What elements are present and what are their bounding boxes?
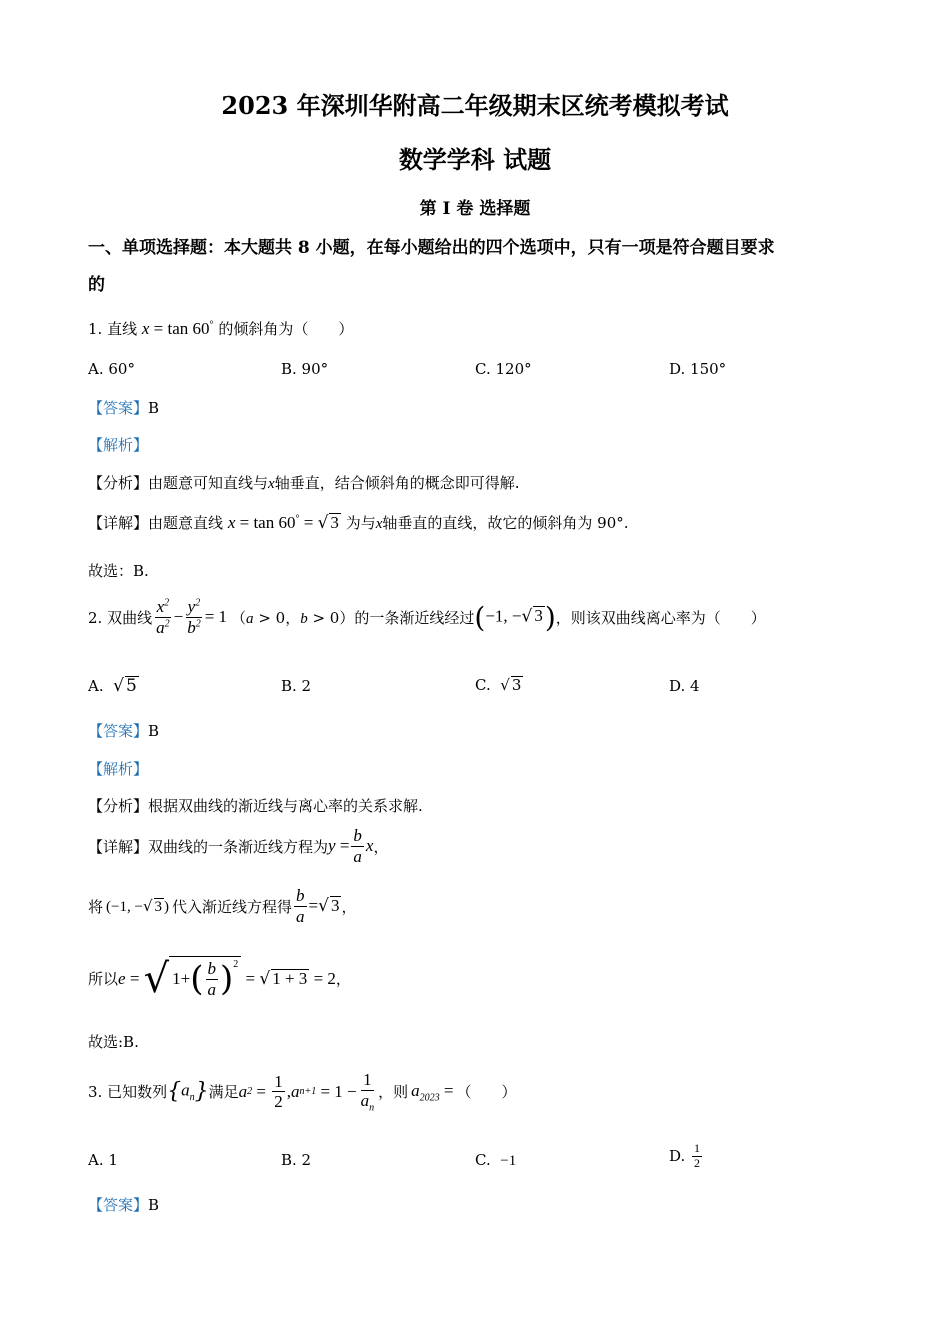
fenxi-tag: 【分析】 (88, 474, 149, 492)
q1-analysis-b: 轴垂直，结合倾斜角的概念即可得解. (274, 474, 520, 492)
q3-stem-end: （ ） (456, 1083, 517, 1102)
answer-tag: 【答案】 (88, 1196, 149, 1214)
xiangjie-tag: 【详解】 (88, 837, 149, 856)
q2-option-c: C. √ 3 (475, 676, 522, 694)
q2-detail (88, 826, 388, 866)
q2-detail-a: 双曲线的一条渐近线方程为 (148, 837, 329, 856)
q3-option-d: D. $\frac{1}{2}$ (669, 1141, 701, 1170)
q3-option-c: C. −1 (475, 1151, 517, 1169)
q2-jiexi-tag: 【解析】 (88, 760, 149, 778)
q3-stem-mid: 满足 (208, 1083, 239, 1102)
q2-substitute-comma: ， (341, 897, 357, 916)
q1-option-d: D. 150° (669, 360, 727, 378)
q1-detail (88, 512, 629, 533)
q1-jiexi-tag: 【解析】 (88, 436, 149, 454)
q3-option-b: B. 2 (281, 1151, 312, 1169)
question-2 (88, 597, 766, 637)
exam-title: 2023 年深圳华附高二年级期末区统考模拟考试 (221, 91, 729, 120)
q3-answer (88, 1194, 159, 1215)
q2-option-d: D. 4 (669, 677, 700, 695)
q3-stem-after: ，则 (378, 1083, 409, 1102)
q3-stem-start: 3. 已知数列 (88, 1083, 168, 1102)
q3-option-a: A. 1 (88, 1151, 118, 1169)
q2-detail-equation: y = $\frac{b}{a}$ x (328, 826, 374, 866)
fenxi-tag: 【分析】 (88, 797, 149, 815)
q2-answer-value: B (148, 722, 160, 740)
q1-analysis (88, 472, 519, 493)
q2-option-b: B. 2 (281, 677, 312, 695)
q2-stem-mid: 的一条渐近线经过 (354, 608, 475, 627)
exam-subject: 数学学科 试题 (398, 145, 552, 174)
volume-heading: 第 I 卷 选择题 (419, 199, 531, 219)
q2-stem-start: 2. 双曲线 (88, 608, 153, 627)
q2-eccentricity-comma: ， (335, 970, 351, 989)
q1-detail-equation: x = tan 60° = √ 3 (227, 513, 339, 533)
question-1 (88, 318, 353, 339)
q1-detail-a: 由题意直线 (148, 514, 224, 532)
q2-substitute-point: (−1, −√ 3 ) (106, 896, 169, 915)
q1-option-c: C. 120° (475, 360, 532, 378)
q2-conclusion: 故选:B. (88, 1033, 139, 1051)
q2-analysis-text: 根据双曲线的渐近线与离心率的关系求解. (148, 797, 423, 815)
q1-detail-c: 轴垂直的直线，故它的倾斜角为 90°. (382, 514, 629, 532)
section-heading-line1: 一、单项选择题：本大题共 8 小题，在每小题给出的四个选项中，只有一项是符合题目要求 (88, 238, 775, 258)
q1-conclusion: 故选：B. (88, 562, 149, 580)
q1-stem-end: 的倾斜角为（ ） (218, 320, 354, 338)
q1-stem-start: 1. 直线 (88, 320, 138, 338)
answer-tag: 【答案】 (88, 399, 149, 417)
q2-analysis (88, 795, 423, 816)
q2-condition: （a > 0，b > 0） (231, 608, 355, 627)
q3-sequence: $\{a_n\}$ (167, 1079, 209, 1105)
q1-analysis-a: 由题意可知直线与 (148, 474, 269, 492)
q1-option-b: B. 90° (281, 360, 329, 378)
q1-answer-value: B (148, 399, 160, 417)
q1-answer (88, 397, 159, 418)
q2-substitute (88, 886, 356, 926)
q1-option-a: A. 60° (88, 360, 135, 378)
q2-eccentricity-a: 所以 (88, 970, 119, 989)
question-3 (88, 1070, 517, 1113)
q3-equation: a 2 = $\frac{1}{2}$ , a n+1 = 1 − $\frac{1}{a_n}$ (238, 1070, 375, 1113)
q2-substitute-b: 代入渐近线方程得 (172, 897, 293, 916)
section-heading-line2: 的 (88, 275, 105, 295)
q2-point: (−1, −√ 3) (474, 600, 556, 634)
q2-stem-end: ，则该双曲线离心率为（ ） (555, 608, 766, 627)
q1-detail-var: x (375, 516, 383, 532)
q1-detail-b: 为与 (345, 514, 376, 532)
q2-ratio-equation: $\frac{b}{a}$ = √ 3 (296, 886, 340, 926)
answer-tag: 【答案】 (88, 722, 149, 740)
q3-target: $a_{2023}$ = (411, 1080, 454, 1103)
xiangjie-tag: 【详解】 (88, 514, 149, 532)
q2-substitute-a: 将 (88, 897, 104, 916)
q2-option-a: A. √ 5 (88, 676, 137, 696)
q2-detail-comma: ， (373, 837, 389, 856)
q2-eccentricity-equation: e = √ 1+ ( $\frac{b}{a}$ ) $^2$ = √ 1 + 3 = 2 (118, 955, 336, 1002)
q2-eccentricity (88, 956, 351, 1001)
q2-equation: $\frac{x^2}{a^2}$ − $\frac{y^2}{b^2}$ = 1 (156, 597, 228, 637)
q2-answer (88, 720, 159, 741)
q1-equation: x = tan 60° (141, 319, 214, 338)
q3-answer-value: B (148, 1196, 160, 1214)
q1-analysis-var: x (268, 476, 275, 492)
